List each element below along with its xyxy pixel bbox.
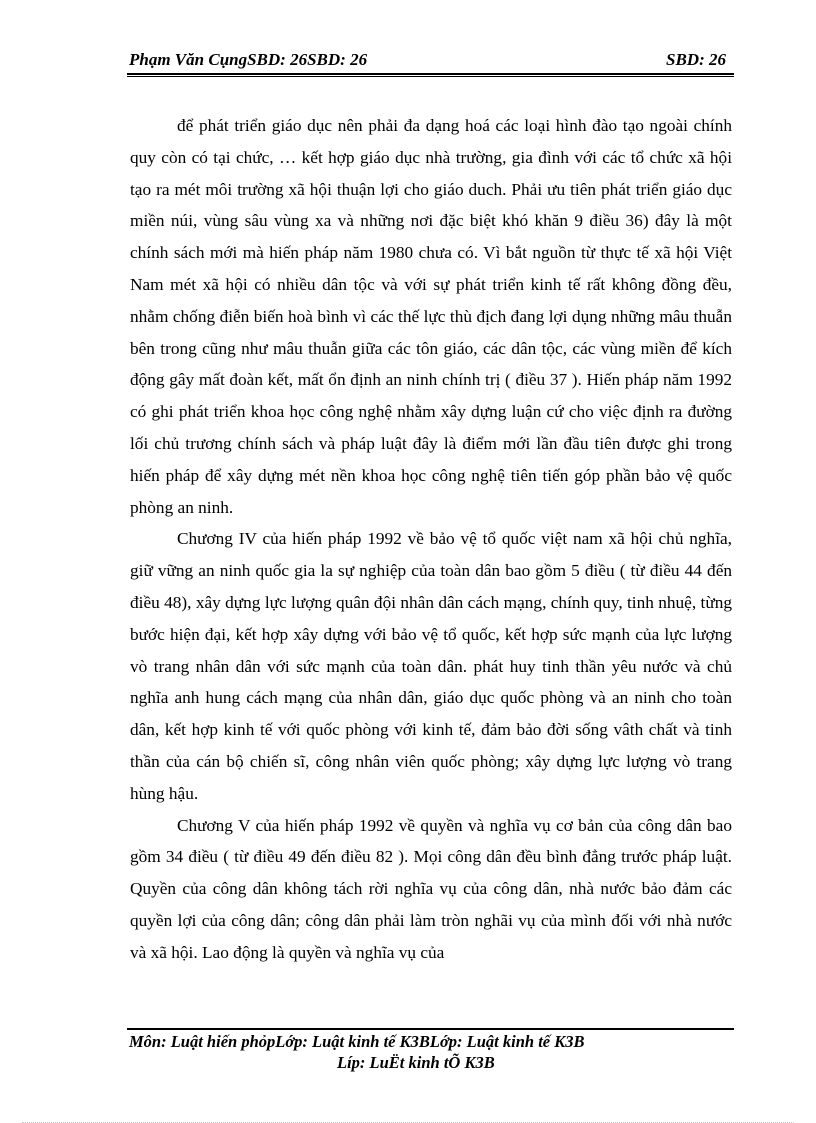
- header-sbd: SBD: 26: [666, 50, 726, 69]
- header-divider: [127, 76, 734, 77]
- footer-course: Môn: Luật hiến phỏpLớp: Luật kinh tế K3BLớp: Luật kinh tế K3B: [129, 1032, 585, 1051]
- page-header: [127, 47, 734, 75]
- page-footer: [127, 1031, 734, 1073]
- paragraph-3: Chương V của hiến pháp 1992 về quyền và nghĩa vụ cơ bản của công dân bao gồm 34 điều ( từ điều 49 đến điều 82 ). Mọi công dân đều bình đẳng trước pháp luật. Quyền của công dân không tách rời nghĩa vụ của công dân, nhà nước bảo đảm các quyền lợi của công dân; công dân phải làm tròn nghãi vụ của mình đối với nhà nước và xã hội. Lao động là quyền và nghĩa vụ của: [130, 815, 732, 962]
- footer-class: Líp: LuËt kinh tÕ K3B: [337, 1053, 495, 1072]
- document-body: [130, 110, 732, 969]
- header-author: Phạm Văn CụngSBD: 26SBD: 26: [129, 50, 368, 69]
- paragraph-1: để phát triển giáo dục nên phải đa dạng hoá các loại hình đào tạo ngoài chính quy còn có tại chức, … kết hợp giáo dục nhà trường, gia đình với các tổ chức xã hội tạo ra mét môi trường xã hội thuận lợi cho giáo duch. Phải ưu tiên phát triển giáo dục miền núi, vùng sâu vùng xa và những nơi đặc biệt khó khăn 9 điều 36) đây là một chính sách mới mà hiến pháp năm 1980 chưa có. Vì bắt nguồn từ thực tế xã hội Việt Nam mét xã hội có nhiều dân tộc và với sự phát triển kinh tế rất không đồng đều, nhằm chống điễn biến hoà bình vì các thế lực thù địch đang lợi dụng những mâu thuẫn bên trong cũng như mâu thuẫn giữa các tôn giáo, các dân tộc, các vùng miền để kích động gây mất đoàn kết, mất ổn định an ninh chính trị ( điều 37 ). Hiến pháp năm 1992 có ghi phát triển khoa học công nghệ nhằm xây dựng luận cứ cho việc định ra đường lối chủ trương chính sách và pháp luật đây là điểm mới lần đầu tiên được ghi trong hiến pháp để xây dựng mét nền khoa học công nghệ tiên tiến góp phần bảo vệ quốc phòng an ninh.: [130, 116, 732, 517]
- footer-divider: [127, 1028, 734, 1030]
- paragraph-2: Chương IV của hiến pháp 1992 về bảo vệ tổ quốc việt nam xã hội chủ nghĩa, giữ vững an ninh quốc gia la sự nghiệp của toàn dân bao gồm 5 điều ( từ điều 44 đến điều 48), xây dựng lực lượng quân đội nhân dân cách mạng, chính quy, tinh nhuệ, từng bước hiện đại, kết hợp xây dựng với bảo vệ tổ quốc, kết hợp sức mạnh của lực lượng vò trang nhân dân với sức mạnh của toàn dân. phát huy tinh thần yêu nước và chủ nghĩa anh hung cách mạng của nhân dân, giáo dục quốc phòng và an ninh cho toàn dân, kết hợp kinh tế với quốc phòng với kinh tế, đảm bảo đời sống vâth chất và tinh thần của cán bộ chiến sĩ, công nhân viên quốc phòng; xây dựng lực lượng vò trang hùng hậu.: [130, 529, 732, 803]
